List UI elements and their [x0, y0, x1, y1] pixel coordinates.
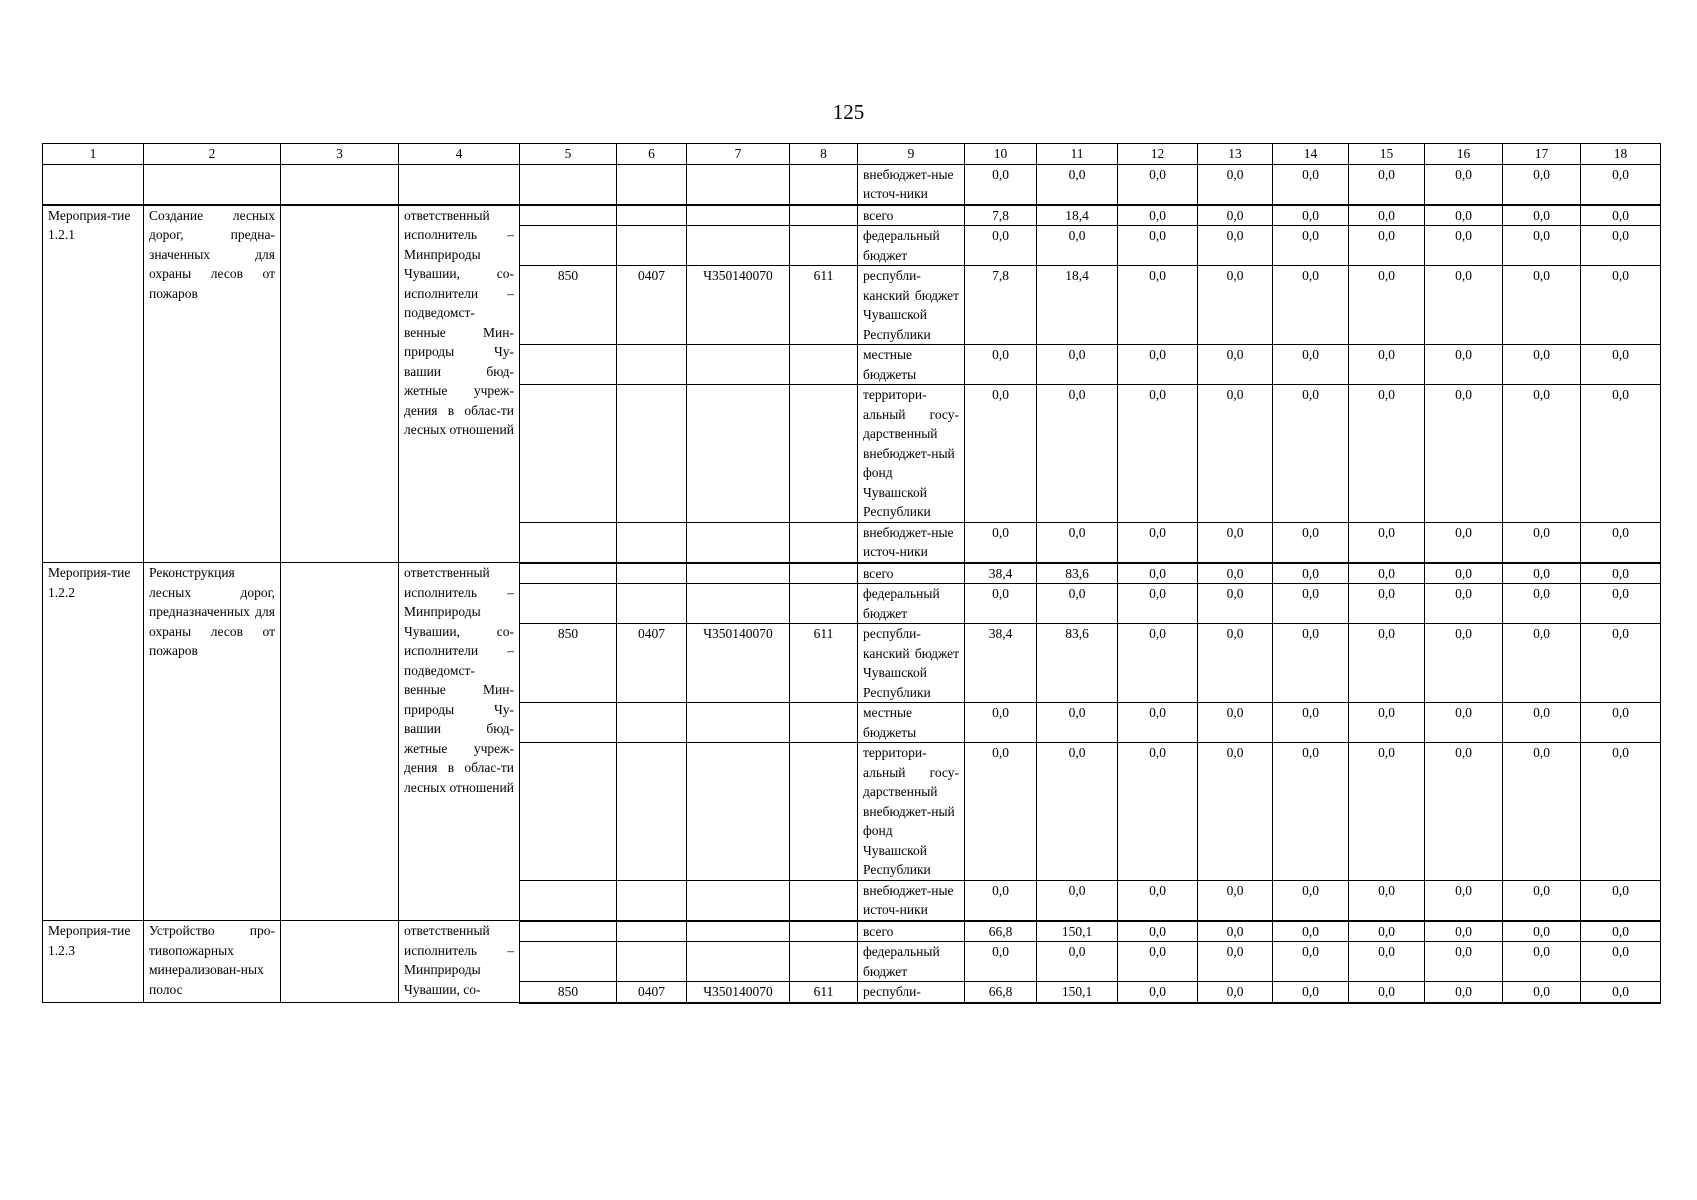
column-number: 7 — [687, 144, 790, 165]
amount-cell: 0,0 — [1118, 226, 1198, 266]
funding-source: местные бюджеты — [858, 703, 965, 743]
empty-cell — [281, 563, 399, 921]
amount-cell: 0,0 — [1503, 743, 1581, 881]
amount-cell: 0,0 — [1425, 880, 1503, 921]
event-label: Мероприя-тие 1.2.2 — [43, 563, 144, 921]
amount-cell: 0,0 — [1198, 921, 1273, 942]
column-number: 5 — [520, 144, 617, 165]
empty-cell — [617, 880, 687, 921]
column-number: 10 — [965, 144, 1037, 165]
empty-cell — [144, 164, 281, 205]
amount-cell: 0,0 — [1503, 266, 1581, 345]
amount-cell: 0,0 — [1118, 624, 1198, 703]
amount-cell: 0,0 — [1581, 563, 1661, 584]
empty-cell — [617, 205, 687, 226]
event-name: Создание лесных дорог, предна-значенных для охраны лесов от пожаров — [144, 205, 281, 563]
amount-cell: 0,0 — [1503, 205, 1581, 226]
amount-cell: 0,0 — [1581, 880, 1661, 921]
amount-cell: 0,0 — [1503, 522, 1581, 563]
empty-cell — [617, 942, 687, 982]
amount-cell: 0,0 — [1349, 942, 1425, 982]
funding-source: внебюджет-ные источ-ники — [858, 164, 965, 205]
empty-cell — [43, 164, 144, 205]
amount-cell: 0,0 — [1037, 164, 1118, 205]
amount-cell: 0,0 — [1503, 982, 1581, 1003]
amount-cell: 18,4 — [1037, 205, 1118, 226]
table-row — [43, 921, 1661, 942]
empty-cell — [520, 921, 617, 942]
amount-cell: 0,0 — [1425, 921, 1503, 942]
column-number: 8 — [790, 144, 858, 165]
amount-cell: 0,0 — [1425, 703, 1503, 743]
empty-cell — [617, 164, 687, 205]
funding-source: всего — [858, 921, 965, 942]
amount-cell: 0,0 — [1349, 921, 1425, 942]
amount-cell: 0,0 — [1503, 584, 1581, 624]
empty-cell — [281, 164, 399, 205]
amount-cell: 18,4 — [1037, 266, 1118, 345]
empty-cell — [790, 522, 858, 563]
amount-cell: 0,0 — [1198, 345, 1273, 385]
amount-cell: 7,8 — [965, 205, 1037, 226]
amount-cell: 0,0 — [965, 522, 1037, 563]
amount-cell: 0,0 — [1273, 563, 1349, 584]
column-number: 2 — [144, 144, 281, 165]
amount-cell: 0,0 — [1273, 703, 1349, 743]
amount-cell: 0,0 — [1118, 942, 1198, 982]
budget-table — [42, 143, 1661, 1004]
amount-cell: 0,0 — [1118, 522, 1198, 563]
amount-cell: 0,0 — [965, 385, 1037, 523]
amount-cell: 38,4 — [965, 563, 1037, 584]
amount-cell: 0,0 — [1037, 345, 1118, 385]
empty-cell — [520, 743, 617, 881]
grbs-code: 850 — [520, 982, 617, 1003]
amount-cell: 0,0 — [1118, 921, 1198, 942]
empty-cell — [520, 164, 617, 205]
page-number: 125 — [832, 100, 865, 124]
amount-cell: 0,0 — [1037, 703, 1118, 743]
section-code: 0407 — [617, 266, 687, 345]
empty-cell — [790, 563, 858, 584]
amount-cell: 0,0 — [1273, 345, 1349, 385]
amount-cell: 0,0 — [1273, 164, 1349, 205]
empty-cell — [790, 164, 858, 205]
amount-cell: 0,0 — [1349, 584, 1425, 624]
amount-cell: 0,0 — [1273, 522, 1349, 563]
empty-cell — [790, 703, 858, 743]
empty-cell — [687, 522, 790, 563]
amount-cell: 0,0 — [1198, 266, 1273, 345]
amount-cell: 0,0 — [1273, 743, 1349, 881]
empty-cell — [687, 584, 790, 624]
empty-cell — [790, 345, 858, 385]
amount-cell: 0,0 — [1349, 345, 1425, 385]
empty-cell — [520, 205, 617, 226]
empty-cell — [687, 921, 790, 942]
event-executor: ответственный исполнитель – Минприроды Чувашии, со-исполнители – подведомст-венные Мин-природы Чу-вашии бюд-жетные учреж-дения в облас-ти лесных отношений — [399, 563, 520, 921]
amount-cell: 0,0 — [1273, 205, 1349, 226]
amount-cell: 0,0 — [1118, 880, 1198, 921]
amount-cell: 0,0 — [1349, 205, 1425, 226]
amount-cell: 0,0 — [1118, 563, 1198, 584]
amount-cell: 0,0 — [1503, 164, 1581, 205]
empty-cell — [790, 942, 858, 982]
column-number-row — [43, 144, 1661, 165]
amount-cell: 0,0 — [1118, 266, 1198, 345]
amount-cell: 0,0 — [1118, 584, 1198, 624]
funding-source: местные бюджеты — [858, 345, 965, 385]
table-row — [43, 205, 1661, 226]
empty-cell — [281, 205, 399, 563]
amount-cell: 0,0 — [1425, 982, 1503, 1003]
empty-cell — [790, 743, 858, 881]
empty-cell — [281, 921, 399, 1003]
section-code: 0407 — [617, 624, 687, 703]
empty-cell — [399, 164, 520, 205]
empty-cell — [790, 226, 858, 266]
grbs-code: 850 — [520, 266, 617, 345]
empty-cell — [687, 164, 790, 205]
column-number: 3 — [281, 144, 399, 165]
funding-source: всего — [858, 205, 965, 226]
empty-cell — [687, 345, 790, 385]
amount-cell: 0,0 — [1425, 385, 1503, 523]
amount-cell: 0,0 — [1349, 563, 1425, 584]
funding-source: федеральный бюджет — [858, 226, 965, 266]
amount-cell: 0,0 — [1198, 942, 1273, 982]
amount-cell: 0,0 — [1198, 522, 1273, 563]
empty-cell — [617, 703, 687, 743]
amount-cell: 0,0 — [1425, 522, 1503, 563]
event-executor: ответственный исполнитель – Минприроды Чувашии, со- — [399, 921, 520, 1003]
amount-cell: 0,0 — [1581, 205, 1661, 226]
grbs-code: 850 — [520, 624, 617, 703]
amount-cell: 0,0 — [965, 942, 1037, 982]
amount-cell: 0,0 — [965, 584, 1037, 624]
column-number: 4 — [399, 144, 520, 165]
amount-cell: 0,0 — [1581, 703, 1661, 743]
amount-cell: 0,0 — [1037, 942, 1118, 982]
amount-cell: 0,0 — [965, 703, 1037, 743]
empty-cell — [790, 205, 858, 226]
amount-cell: 0,0 — [1581, 345, 1661, 385]
amount-cell: 0,0 — [1425, 942, 1503, 982]
amount-cell: 0,0 — [1503, 345, 1581, 385]
empty-cell — [790, 921, 858, 942]
amount-cell: 0,0 — [1118, 345, 1198, 385]
column-number: 15 — [1349, 144, 1425, 165]
amount-cell: 0,0 — [1037, 584, 1118, 624]
amount-cell: 0,0 — [1581, 743, 1661, 881]
event-name: Реконструкция лесных дорог, предназначенных для охраны лесов от пожаров — [144, 563, 281, 921]
amount-cell: 0,0 — [1581, 921, 1661, 942]
funding-source: внебюджет-ные источ-ники — [858, 522, 965, 563]
amount-cell: 0,0 — [1503, 880, 1581, 921]
funding-source: республи-канский бюджет Чувашской Республики — [858, 266, 965, 345]
amount-cell: 0,0 — [1349, 703, 1425, 743]
empty-cell — [790, 385, 858, 523]
amount-cell: 0,0 — [1037, 522, 1118, 563]
empty-cell — [687, 563, 790, 584]
empty-cell — [520, 942, 617, 982]
empty-cell — [520, 522, 617, 563]
amount-cell: 0,0 — [1349, 880, 1425, 921]
amount-cell: 0,0 — [965, 164, 1037, 205]
amount-cell: 0,0 — [965, 743, 1037, 881]
empty-cell — [617, 584, 687, 624]
empty-cell — [617, 921, 687, 942]
target-article-code: Ч350140070 — [687, 624, 790, 703]
empty-cell — [617, 385, 687, 523]
amount-cell: 0,0 — [1425, 624, 1503, 703]
event-label: Мероприя-тие 1.2.3 — [43, 921, 144, 1003]
amount-cell: 0,0 — [1349, 624, 1425, 703]
table-row — [43, 164, 1661, 205]
amount-cell: 0,0 — [1198, 226, 1273, 266]
amount-cell: 66,8 — [965, 982, 1037, 1003]
event-label: Мероприя-тие 1.2.1 — [43, 205, 144, 563]
funding-source: внебюджет-ные источ-ники — [858, 880, 965, 921]
amount-cell: 0,0 — [1118, 743, 1198, 881]
amount-cell: 0,0 — [1198, 563, 1273, 584]
column-number: 13 — [1198, 144, 1273, 165]
column-number: 12 — [1118, 144, 1198, 165]
amount-cell: 0,0 — [1349, 743, 1425, 881]
funding-source: республи- — [858, 982, 965, 1003]
amount-cell: 0,0 — [1273, 624, 1349, 703]
amount-cell: 7,8 — [965, 266, 1037, 345]
empty-cell — [520, 584, 617, 624]
amount-cell: 0,0 — [965, 226, 1037, 266]
amount-cell: 0,0 — [1581, 624, 1661, 703]
amount-cell: 0,0 — [1198, 703, 1273, 743]
funding-source: территори-альный госу-дарственный внебюджет-ный фонд Чувашской Республики — [858, 743, 965, 881]
funding-source: республи-канский бюджет Чувашской Республики — [858, 624, 965, 703]
amount-cell: 0,0 — [1581, 226, 1661, 266]
event-executor: ответственный исполнитель – Минприроды Чувашии, со-исполнители – подведомст-венные Мин-природы Чу-вашии бюд-жетные учреж-дения в облас-ти лесных отношений — [399, 205, 520, 563]
amount-cell: 0,0 — [1273, 584, 1349, 624]
empty-cell — [520, 385, 617, 523]
target-article-code: Ч350140070 — [687, 982, 790, 1003]
table-body — [43, 164, 1661, 1003]
amount-cell: 0,0 — [1118, 205, 1198, 226]
empty-cell — [520, 226, 617, 266]
amount-cell: 66,8 — [965, 921, 1037, 942]
amount-cell: 0,0 — [1425, 584, 1503, 624]
amount-cell: 0,0 — [1503, 385, 1581, 523]
amount-cell: 0,0 — [965, 345, 1037, 385]
amount-cell: 0,0 — [1273, 880, 1349, 921]
amount-cell: 0,0 — [1425, 164, 1503, 205]
amount-cell: 0,0 — [1425, 345, 1503, 385]
amount-cell: 0,0 — [1118, 703, 1198, 743]
amount-cell: 0,0 — [1503, 226, 1581, 266]
column-number: 17 — [1503, 144, 1581, 165]
amount-cell: 0,0 — [1198, 624, 1273, 703]
amount-cell: 0,0 — [1349, 385, 1425, 523]
empty-cell — [617, 563, 687, 584]
empty-cell — [687, 880, 790, 921]
empty-cell — [617, 522, 687, 563]
amount-cell: 83,6 — [1037, 563, 1118, 584]
amount-cell: 0,0 — [1118, 385, 1198, 523]
empty-cell — [617, 345, 687, 385]
amount-cell: 0,0 — [1198, 205, 1273, 226]
amount-cell: 0,0 — [1425, 266, 1503, 345]
expense-type-code: 611 — [790, 982, 858, 1003]
empty-cell — [687, 205, 790, 226]
column-number: 18 — [1581, 144, 1661, 165]
section-code: 0407 — [617, 982, 687, 1003]
amount-cell: 83,6 — [1037, 624, 1118, 703]
amount-cell: 0,0 — [1581, 385, 1661, 523]
amount-cell: 0,0 — [1273, 942, 1349, 982]
amount-cell: 0,0 — [1037, 226, 1118, 266]
amount-cell: 0,0 — [1273, 982, 1349, 1003]
amount-cell: 0,0 — [1349, 982, 1425, 1003]
funding-source: федеральный бюджет — [858, 584, 965, 624]
amount-cell: 0,0 — [1273, 921, 1349, 942]
empty-cell — [790, 880, 858, 921]
amount-cell: 0,0 — [1037, 385, 1118, 523]
empty-cell — [520, 703, 617, 743]
amount-cell: 0,0 — [1581, 522, 1661, 563]
empty-cell — [617, 226, 687, 266]
empty-cell — [520, 345, 617, 385]
amount-cell: 0,0 — [1198, 743, 1273, 881]
amount-cell: 0,0 — [1581, 266, 1661, 345]
amount-cell: 0,0 — [1198, 880, 1273, 921]
amount-cell: 0,0 — [1503, 624, 1581, 703]
empty-cell — [687, 385, 790, 523]
amount-cell: 0,0 — [1503, 703, 1581, 743]
amount-cell: 0,0 — [1581, 982, 1661, 1003]
amount-cell: 0,0 — [1503, 921, 1581, 942]
expense-type-code: 611 — [790, 266, 858, 345]
amount-cell: 150,1 — [1037, 982, 1118, 1003]
amount-cell: 0,0 — [1037, 880, 1118, 921]
funding-source: всего — [858, 563, 965, 584]
amount-cell: 0,0 — [1503, 942, 1581, 982]
expense-type-code: 611 — [790, 624, 858, 703]
amount-cell: 0,0 — [1037, 743, 1118, 881]
amount-cell: 0,0 — [1273, 385, 1349, 523]
amount-cell: 0,0 — [1503, 563, 1581, 584]
empty-cell — [790, 584, 858, 624]
event-name: Устройство про-тивопожарных минерализован-ных полос — [144, 921, 281, 1003]
amount-cell: 0,0 — [1198, 584, 1273, 624]
amount-cell: 0,0 — [1273, 226, 1349, 266]
amount-cell: 0,0 — [1118, 982, 1198, 1003]
empty-cell — [687, 743, 790, 881]
empty-cell — [520, 880, 617, 921]
amount-cell: 0,0 — [1425, 205, 1503, 226]
amount-cell: 0,0 — [1581, 942, 1661, 982]
amount-cell: 0,0 — [1425, 743, 1503, 881]
amount-cell: 0,0 — [1581, 164, 1661, 205]
amount-cell: 0,0 — [1349, 266, 1425, 345]
empty-cell — [520, 563, 617, 584]
amount-cell: 0,0 — [965, 880, 1037, 921]
empty-cell — [687, 226, 790, 266]
column-number: 16 — [1425, 144, 1503, 165]
amount-cell: 0,0 — [1425, 226, 1503, 266]
amount-cell: 0,0 — [1198, 982, 1273, 1003]
amount-cell: 0,0 — [1273, 266, 1349, 345]
column-number: 14 — [1273, 144, 1349, 165]
funding-source: федеральный бюджет — [858, 942, 965, 982]
amount-cell: 150,1 — [1037, 921, 1118, 942]
amount-cell: 0,0 — [1349, 164, 1425, 205]
empty-cell — [687, 703, 790, 743]
amount-cell: 0,0 — [1349, 226, 1425, 266]
table-row — [43, 563, 1661, 584]
target-article-code: Ч350140070 — [687, 266, 790, 345]
amount-cell: 0,0 — [1118, 164, 1198, 205]
column-number: 6 — [617, 144, 687, 165]
funding-source: территори-альный госу-дарственный внебюджет-ный фонд Чувашской Республики — [858, 385, 965, 523]
amount-cell: 0,0 — [1425, 563, 1503, 584]
column-number: 11 — [1037, 144, 1118, 165]
column-number: 9 — [858, 144, 965, 165]
column-number: 1 — [43, 144, 144, 165]
amount-cell: 0,0 — [1198, 385, 1273, 523]
empty-cell — [687, 942, 790, 982]
amount-cell: 0,0 — [1198, 164, 1273, 205]
amount-cell: 0,0 — [1581, 584, 1661, 624]
amount-cell: 38,4 — [965, 624, 1037, 703]
amount-cell: 0,0 — [1349, 522, 1425, 563]
empty-cell — [617, 743, 687, 881]
